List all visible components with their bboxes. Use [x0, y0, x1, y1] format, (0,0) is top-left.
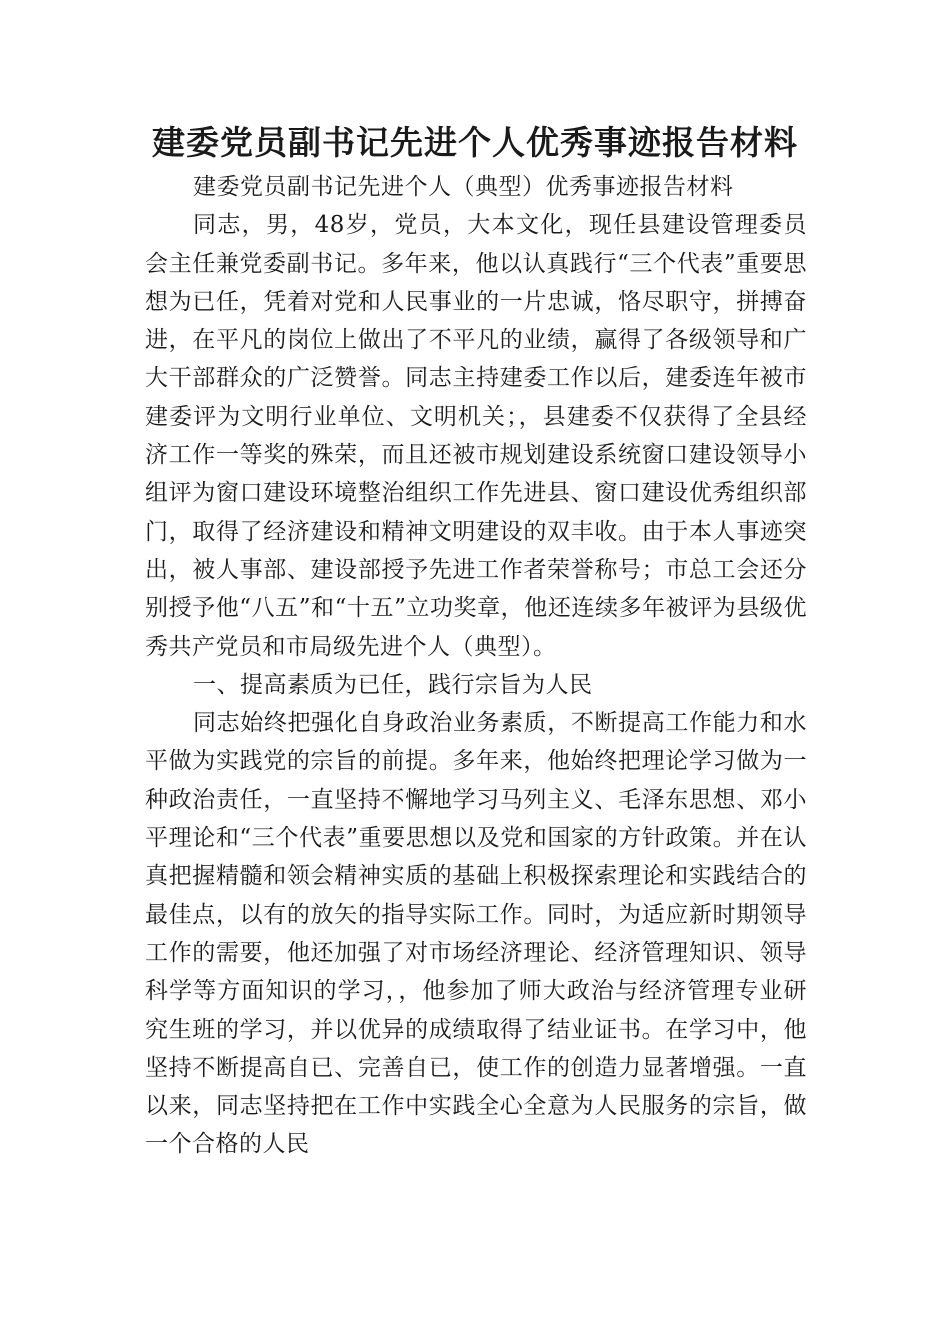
document-body	[145, 168, 807, 1164]
subtitle-paragraph: 建委党员副书记先进个人（典型）优秀事迹报告材料	[193, 174, 734, 200]
body-paragraph: 同志始终把强化自身政治业务素质，不断提高工作能力和水平做为实践党的宗旨的前提。多年来，他始终把理论学习做为一种政治责任，一直坚持不懈地学习马列主义、毛泽东思想、邓小平理论和“三个代表”重要思想以及党和国家的方针政策。并在认真把握精髓和领会精神实质的基础上积极探索理论和实践结合的最佳点，以有的放矢的指导实际工作。同时，为适应新时期领导工作的需要，他还加强了对市场经济理论、经济管理知识、领导科学等方面知识的学习，，他参加了师大政治与经济管理专业研究生班的学习，并以优异的成绩取得了结业证书。在学习中，他坚持不断提高自已、完善自已，使工作的创造力显著增强。一直以来，同志坚持把在工作中实践全心全意为人民服务的宗旨，做一个合格的人民	[145, 710, 807, 1158]
section-heading: 一、提高素质为已任，践行宗旨为人民	[193, 671, 593, 698]
intro-paragraph: 同志，男，48岁，党员，大本文化，现任县建设管理委员会主任兼党委副书记。多年来，他以认真践行“三个代表”重要思想为已任，凭着对党和人民事业的一片忠诚，恪尽职守，拼搏奋进，在平凡的岗位上做出了不平凡的业绩，赢得了各级领导和广大干部群众的广泛赞誉。同志主持建委工作以后，建委连年被市建委评为文明行业单位、文明机关；，县建委不仅获得了全县经济工作一等奖的殊荣，而且还被市规划建设系统窗口建设领导小组评为窗口建设环境整治组织工作先进县、窗口建设优秀组织部门，取得了经济建设和精神文明建设的双丰收。由于本人事迹突出，被人事部、建设部授予先进工作者荣誉称号；市总工会还分别授予他“八五”和“十五”立功奖章，他还连续多年被评为县级优秀共产党员和市局级先进个人（典型）。	[145, 212, 807, 660]
document-title: 建委党员副书记先进个人优秀事迹报告材料	[152, 123, 798, 162]
